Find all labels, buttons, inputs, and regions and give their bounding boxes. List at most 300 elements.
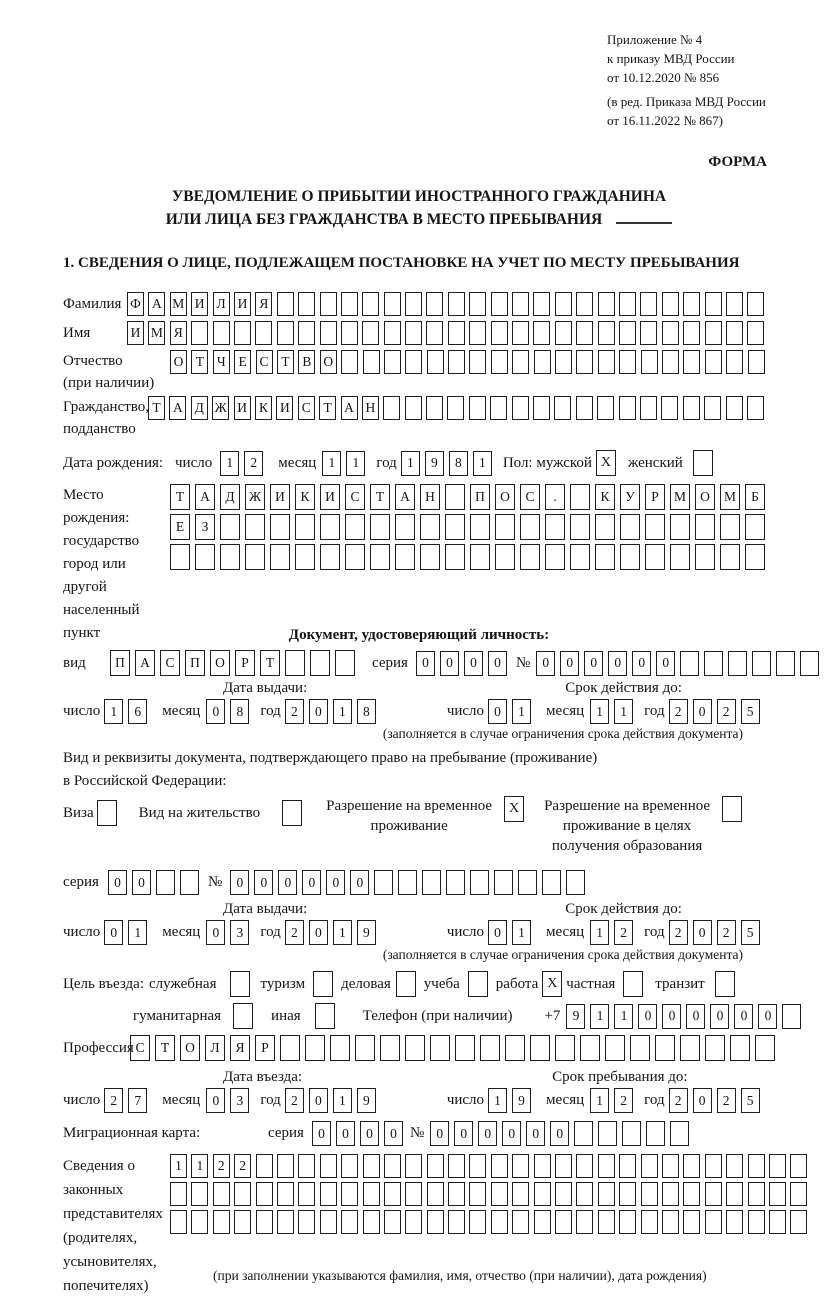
form-cell[interactable] — [395, 514, 415, 540]
form-cell[interactable]: 0 — [350, 870, 369, 895]
form-cell[interactable] — [533, 292, 550, 316]
form-cell[interactable] — [491, 321, 508, 345]
form-cell[interactable] — [555, 1182, 572, 1206]
form-cell[interactable] — [398, 870, 417, 895]
form-cell[interactable] — [341, 292, 358, 316]
form-cell[interactable] — [298, 1210, 315, 1234]
form-cell[interactable]: 2 — [285, 920, 304, 945]
form-cell[interactable] — [448, 1182, 465, 1206]
form-cell[interactable] — [641, 1154, 658, 1178]
form-cell[interactable] — [670, 1121, 689, 1146]
form-cell[interactable]: 1 — [346, 451, 365, 476]
form-cell[interactable] — [598, 292, 615, 316]
form-cell[interactable]: 0 — [662, 1004, 681, 1029]
form-cell[interactable] — [220, 514, 240, 540]
form-cell[interactable] — [191, 1182, 208, 1206]
form-cell[interactable]: И — [270, 484, 290, 510]
form-cell[interactable] — [726, 1182, 743, 1206]
purpose-other-checkbox[interactable] — [315, 1003, 335, 1029]
form-cell[interactable]: 9 — [357, 920, 376, 945]
form-cell[interactable] — [495, 514, 515, 540]
form-cell[interactable]: 0 — [309, 920, 328, 945]
form-cell[interactable] — [645, 544, 665, 570]
form-cell[interactable]: И — [276, 396, 293, 420]
form-cell[interactable]: 0 — [254, 870, 273, 895]
form-cell[interactable] — [640, 396, 657, 420]
form-cell[interactable] — [576, 1154, 593, 1178]
form-cell[interactable] — [320, 1154, 337, 1178]
form-cell[interactable] — [726, 1154, 743, 1178]
form-cell[interactable] — [320, 514, 340, 540]
form-cell[interactable]: 1 — [104, 699, 123, 724]
form-cell[interactable] — [605, 1035, 625, 1061]
patronymic-cells[interactable] — [170, 350, 769, 374]
form-cell[interactable]: 8 — [230, 699, 249, 724]
form-cell[interactable] — [752, 651, 771, 676]
form-cell[interactable] — [446, 870, 465, 895]
form-cell[interactable] — [426, 396, 443, 420]
form-cell[interactable] — [384, 292, 401, 316]
form-cell[interactable] — [491, 1182, 508, 1206]
form-cell[interactable]: М — [148, 321, 165, 345]
form-cell[interactable]: О — [695, 484, 715, 510]
form-cell[interactable] — [640, 321, 657, 345]
form-cell[interactable] — [705, 321, 722, 345]
form-cell[interactable] — [384, 1182, 401, 1206]
form-cell[interactable] — [555, 1154, 572, 1178]
form-cell[interactable] — [619, 1154, 636, 1178]
visa-checkbox[interactable] — [97, 800, 117, 826]
form-cell[interactable] — [156, 870, 175, 895]
form-cell[interactable]: С — [160, 650, 180, 676]
form-cell[interactable]: 0 — [464, 651, 483, 676]
form-cell[interactable] — [234, 1210, 251, 1234]
form-cell[interactable] — [769, 1182, 786, 1206]
form-cell[interactable] — [427, 1210, 444, 1234]
form-cell[interactable] — [726, 292, 743, 316]
form-cell[interactable] — [469, 321, 486, 345]
purpose-official-checkbox[interactable] — [230, 971, 250, 997]
form-cell[interactable] — [620, 514, 640, 540]
form-cell[interactable]: 5 — [741, 1088, 760, 1113]
form-cell[interactable]: 0 — [608, 651, 627, 676]
form-cell[interactable]: 0 — [302, 870, 321, 895]
form-cell[interactable] — [530, 1035, 550, 1061]
sex-male-checkbox[interactable]: X — [596, 450, 616, 476]
form-cell[interactable]: 0 — [693, 920, 712, 945]
form-cell[interactable] — [469, 350, 486, 374]
form-cell[interactable] — [505, 1035, 525, 1061]
form-cell[interactable] — [748, 350, 765, 374]
form-cell[interactable] — [730, 1035, 750, 1061]
form-cell[interactable]: 2 — [285, 699, 304, 724]
form-cell[interactable]: 2 — [614, 920, 633, 945]
form-cell[interactable] — [245, 544, 265, 570]
form-cell[interactable] — [745, 544, 765, 570]
form-cell[interactable]: 2 — [285, 1088, 304, 1113]
form-cell[interactable]: 5 — [741, 699, 760, 724]
purpose-humanitarian-checkbox[interactable] — [233, 1003, 253, 1029]
form-cell[interactable]: 0 — [230, 870, 249, 895]
form-cell[interactable]: 1 — [333, 699, 352, 724]
form-cell[interactable] — [280, 1035, 300, 1061]
form-cell[interactable]: Т — [277, 350, 294, 374]
form-cell[interactable] — [384, 350, 401, 374]
form-cell[interactable] — [420, 544, 440, 570]
form-cell[interactable]: 1 — [220, 451, 239, 476]
form-cell[interactable]: Ф — [127, 292, 144, 316]
form-cell[interactable] — [191, 1210, 208, 1234]
form-cell[interactable] — [512, 1182, 529, 1206]
form-cell[interactable] — [422, 870, 441, 895]
form-cell[interactable] — [180, 870, 199, 895]
form-cell[interactable] — [576, 396, 593, 420]
form-cell[interactable]: А — [341, 396, 358, 420]
form-cell[interactable] — [480, 1035, 500, 1061]
form-cell[interactable]: Т — [170, 484, 190, 510]
residence-valid-year[interactable] — [669, 920, 765, 945]
form-cell[interactable] — [670, 514, 690, 540]
form-cell[interactable]: А — [148, 292, 165, 316]
id-doc-number-cells[interactable] — [536, 651, 824, 676]
form-cell[interactable] — [469, 1182, 486, 1206]
form-cell[interactable] — [662, 292, 679, 316]
form-cell[interactable] — [426, 292, 443, 316]
form-cell[interactable] — [330, 1035, 350, 1061]
residence-series-cells[interactable] — [108, 870, 204, 895]
form-cell[interactable]: Т — [370, 484, 390, 510]
temp-permit-checkbox[interactable]: X — [504, 796, 524, 822]
representatives-row3[interactable] — [170, 1210, 812, 1234]
form-cell[interactable]: 0 — [526, 1121, 545, 1146]
form-cell[interactable]: 1 — [590, 920, 609, 945]
form-cell[interactable] — [277, 1210, 294, 1234]
form-cell[interactable]: 0 — [488, 651, 507, 676]
form-cell[interactable] — [598, 1210, 615, 1234]
form-cell[interactable]: 2 — [234, 1154, 251, 1178]
form-cell[interactable] — [285, 650, 305, 676]
id-issue-year[interactable] — [285, 699, 381, 724]
form-cell[interactable] — [683, 292, 700, 316]
form-cell[interactable] — [295, 544, 315, 570]
form-cell[interactable] — [619, 1210, 636, 1234]
form-cell[interactable]: А — [135, 650, 155, 676]
form-cell[interactable]: И — [234, 396, 251, 420]
form-cell[interactable] — [295, 514, 315, 540]
form-cell[interactable] — [534, 1154, 551, 1178]
form-cell[interactable] — [491, 1154, 508, 1178]
form-cell[interactable]: И — [234, 292, 251, 316]
form-cell[interactable] — [619, 292, 636, 316]
form-cell[interactable] — [683, 396, 700, 420]
form-cell[interactable]: 0 — [488, 699, 507, 724]
form-cell[interactable] — [790, 1154, 807, 1178]
form-cell[interactable]: Е — [170, 514, 190, 540]
form-cell[interactable] — [270, 544, 290, 570]
form-cell[interactable] — [533, 396, 550, 420]
form-cell[interactable] — [570, 514, 590, 540]
form-cell[interactable]: 7 — [128, 1088, 147, 1113]
form-cell[interactable] — [341, 1210, 358, 1234]
form-cell[interactable] — [341, 350, 358, 374]
form-cell[interactable] — [728, 651, 747, 676]
purpose-tourism-checkbox[interactable] — [313, 971, 333, 997]
form-cell[interactable]: 2 — [104, 1088, 123, 1113]
form-cell[interactable] — [683, 321, 700, 345]
form-cell[interactable] — [683, 1182, 700, 1206]
form-cell[interactable] — [630, 1035, 650, 1061]
stay-year[interactable] — [669, 1088, 765, 1113]
form-cell[interactable] — [234, 1182, 251, 1206]
form-cell[interactable] — [790, 1210, 807, 1234]
form-cell[interactable] — [705, 1210, 722, 1234]
profession-cells[interactable] — [130, 1035, 780, 1061]
form-cell[interactable]: Р — [235, 650, 255, 676]
form-cell[interactable]: М — [720, 484, 740, 510]
form-cell[interactable] — [445, 484, 465, 510]
form-cell[interactable] — [545, 544, 565, 570]
form-cell[interactable]: 1 — [333, 920, 352, 945]
form-cell[interactable] — [234, 321, 251, 345]
form-cell[interactable]: И — [191, 292, 208, 316]
form-cell[interactable] — [384, 1210, 401, 1234]
id-issue-day[interactable] — [104, 699, 152, 724]
form-cell[interactable]: 0 — [278, 870, 297, 895]
form-cell[interactable] — [661, 396, 678, 420]
form-cell[interactable]: Б — [745, 484, 765, 510]
form-cell[interactable]: Р — [255, 1035, 275, 1061]
form-cell[interactable] — [512, 350, 529, 374]
form-cell[interactable] — [195, 544, 215, 570]
form-cell[interactable] — [662, 1182, 679, 1206]
form-cell[interactable]: Д — [191, 396, 208, 420]
form-cell[interactable] — [298, 292, 315, 316]
form-cell[interactable] — [574, 1121, 593, 1146]
form-cell[interactable] — [640, 292, 657, 316]
form-cell[interactable]: 0 — [312, 1121, 331, 1146]
form-cell[interactable] — [576, 321, 593, 345]
form-cell[interactable]: З — [195, 514, 215, 540]
form-cell[interactable] — [641, 350, 658, 374]
form-cell[interactable] — [345, 544, 365, 570]
form-cell[interactable]: 1 — [322, 451, 341, 476]
form-cell[interactable]: С — [298, 396, 315, 420]
representatives-row2[interactable] — [170, 1182, 812, 1206]
form-cell[interactable] — [662, 321, 679, 345]
form-cell[interactable]: 1 — [614, 1004, 633, 1029]
surname-cells[interactable] — [127, 292, 769, 316]
form-cell[interactable]: Я — [170, 321, 187, 345]
form-cell[interactable]: 0 — [686, 1004, 705, 1029]
form-cell[interactable]: 0 — [536, 651, 555, 676]
form-cell[interactable] — [748, 1182, 765, 1206]
form-cell[interactable]: О — [170, 350, 187, 374]
form-cell[interactable]: Т — [191, 350, 208, 374]
form-cell[interactable] — [256, 1182, 273, 1206]
residence-issue-year[interactable] — [285, 920, 381, 945]
form-cell[interactable] — [619, 396, 636, 420]
id-valid-month[interactable] — [590, 699, 638, 724]
form-cell[interactable]: Я — [255, 292, 272, 316]
form-cell[interactable] — [662, 1154, 679, 1178]
form-cell[interactable]: 2 — [717, 920, 736, 945]
form-cell[interactable] — [748, 1154, 765, 1178]
form-cell[interactable] — [370, 514, 390, 540]
form-cell[interactable] — [245, 514, 265, 540]
form-cell[interactable] — [520, 544, 540, 570]
form-cell[interactable]: Т — [260, 650, 280, 676]
form-cell[interactable]: 3 — [230, 920, 249, 945]
form-cell[interactable] — [170, 1182, 187, 1206]
form-cell[interactable]: 0 — [336, 1121, 355, 1146]
form-cell[interactable] — [726, 321, 743, 345]
form-cell[interactable] — [641, 1182, 658, 1206]
form-cell[interactable] — [534, 350, 551, 374]
form-cell[interactable]: 2 — [669, 699, 688, 724]
form-cell[interactable] — [680, 651, 699, 676]
form-cell[interactable] — [469, 396, 486, 420]
form-cell[interactable] — [470, 544, 490, 570]
form-cell[interactable]: К — [295, 484, 315, 510]
form-cell[interactable] — [570, 484, 590, 510]
form-cell[interactable] — [405, 1035, 425, 1061]
form-cell[interactable]: Н — [362, 396, 379, 420]
form-cell[interactable] — [576, 1182, 593, 1206]
form-cell[interactable] — [427, 1182, 444, 1206]
purpose-business-checkbox[interactable] — [396, 971, 416, 997]
form-cell[interactable] — [555, 1210, 572, 1234]
form-cell[interactable] — [363, 1210, 380, 1234]
form-cell[interactable] — [680, 1035, 700, 1061]
entry-year[interactable] — [285, 1088, 381, 1113]
form-cell[interactable]: 9 — [566, 1004, 585, 1029]
form-cell[interactable] — [341, 1182, 358, 1206]
form-cell[interactable]: 0 — [502, 1121, 521, 1146]
form-cell[interactable]: 1 — [473, 451, 492, 476]
form-cell[interactable] — [305, 1035, 325, 1061]
form-cell[interactable] — [427, 1154, 444, 1178]
form-cell[interactable] — [705, 1182, 722, 1206]
form-cell[interactable] — [512, 321, 529, 345]
sex-female-checkbox[interactable] — [693, 450, 713, 476]
form-cell[interactable] — [380, 1035, 400, 1061]
form-cell[interactable]: У — [620, 484, 640, 510]
form-cell[interactable] — [695, 514, 715, 540]
birth-place-row2[interactable] — [170, 514, 770, 540]
form-cell[interactable] — [170, 1210, 187, 1234]
form-cell[interactable]: А — [195, 484, 215, 510]
form-cell[interactable]: 0 — [416, 651, 435, 676]
form-cell[interactable]: 9 — [357, 1088, 376, 1113]
form-cell[interactable] — [705, 292, 722, 316]
form-cell[interactable] — [655, 1035, 675, 1061]
form-cell[interactable] — [448, 1154, 465, 1178]
form-cell[interactable]: Ж — [212, 396, 229, 420]
form-cell[interactable] — [494, 870, 513, 895]
form-cell[interactable]: 1 — [333, 1088, 352, 1113]
form-cell[interactable]: А — [169, 396, 186, 420]
form-cell[interactable]: 9 — [425, 451, 444, 476]
form-cell[interactable]: 0 — [326, 870, 345, 895]
form-cell[interactable] — [445, 514, 465, 540]
form-cell[interactable] — [420, 514, 440, 540]
id-valid-year[interactable] — [669, 699, 765, 724]
form-cell[interactable] — [555, 350, 572, 374]
form-cell[interactable] — [213, 321, 230, 345]
form-cell[interactable] — [598, 1121, 617, 1146]
form-cell[interactable] — [374, 870, 393, 895]
form-cell[interactable] — [566, 870, 585, 895]
form-cell[interactable]: Н — [420, 484, 440, 510]
form-cell[interactable]: А — [395, 484, 415, 510]
form-cell[interactable]: 2 — [717, 699, 736, 724]
name-cells[interactable] — [127, 321, 769, 345]
id-doc-series-cells[interactable] — [416, 651, 512, 676]
form-cell[interactable]: Е — [234, 350, 251, 374]
form-cell[interactable] — [542, 870, 561, 895]
form-cell[interactable] — [405, 1182, 422, 1206]
form-cell[interactable] — [580, 1035, 600, 1061]
entry-month[interactable] — [206, 1088, 254, 1113]
form-cell[interactable] — [277, 1182, 294, 1206]
form-cell[interactable] — [469, 292, 486, 316]
form-cell[interactable] — [534, 1210, 551, 1234]
form-cell[interactable]: К — [595, 484, 615, 510]
form-cell[interactable] — [512, 1154, 529, 1178]
migration-series-cells[interactable] — [312, 1121, 408, 1146]
form-cell[interactable] — [362, 292, 379, 316]
form-cell[interactable] — [576, 292, 593, 316]
form-cell[interactable] — [335, 650, 355, 676]
form-cell[interactable] — [320, 544, 340, 570]
form-cell[interactable] — [646, 1121, 665, 1146]
phone-cells[interactable] — [566, 1004, 806, 1029]
form-cell[interactable] — [620, 544, 640, 570]
form-cell[interactable]: С — [256, 350, 273, 374]
form-cell[interactable] — [619, 321, 636, 345]
form-cell[interactable] — [220, 544, 240, 570]
form-cell[interactable] — [447, 396, 464, 420]
temp-permit-edu-checkbox[interactable] — [722, 796, 742, 822]
form-cell[interactable] — [782, 1004, 801, 1029]
id-valid-day[interactable] — [488, 699, 536, 724]
form-cell[interactable] — [683, 1210, 700, 1234]
form-cell[interactable]: 9 — [512, 1088, 531, 1113]
form-cell[interactable] — [427, 350, 444, 374]
form-cell[interactable] — [455, 1035, 475, 1061]
residence-permit-checkbox[interactable] — [282, 800, 302, 826]
form-cell[interactable]: 1 — [512, 699, 531, 724]
form-cell[interactable] — [512, 292, 529, 316]
birth-day-cells[interactable] — [220, 451, 268, 476]
form-cell[interactable]: Л — [205, 1035, 225, 1061]
form-cell[interactable]: 3 — [230, 1088, 249, 1113]
form-cell[interactable]: Л — [213, 292, 230, 316]
form-cell[interactable]: 2 — [717, 1088, 736, 1113]
form-cell[interactable] — [520, 514, 540, 540]
form-cell[interactable] — [213, 1182, 230, 1206]
form-cell[interactable] — [320, 1210, 337, 1234]
form-cell[interactable] — [769, 1210, 786, 1234]
form-cell[interactable]: 0 — [710, 1004, 729, 1029]
form-cell[interactable] — [448, 321, 465, 345]
form-cell[interactable] — [405, 350, 422, 374]
form-cell[interactable]: Д — [220, 484, 240, 510]
form-cell[interactable] — [645, 514, 665, 540]
form-cell[interactable] — [370, 544, 390, 570]
form-cell[interactable] — [445, 544, 465, 570]
residence-issue-month[interactable] — [206, 920, 254, 945]
